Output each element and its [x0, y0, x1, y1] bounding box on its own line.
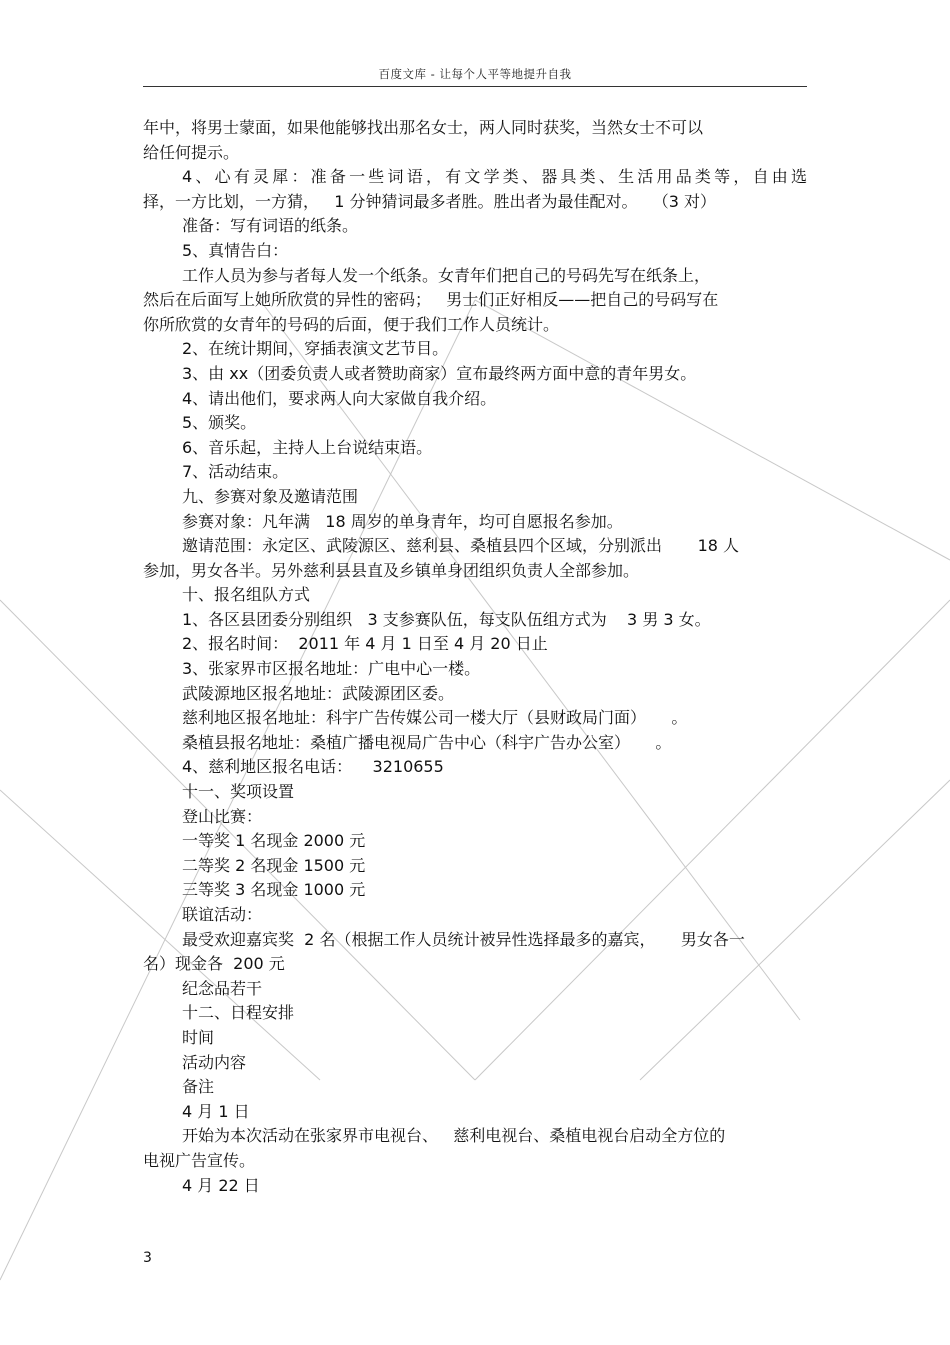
header-divider [143, 86, 807, 87]
text-line: 参加，男女各半。另外慈利县县直及乡镇单身团组织负责人全部参加。 [143, 560, 640, 580]
text-line: 工作人员为参与者每人发一个纸条。女青年们把自己的号码先写在纸条上， [182, 265, 711, 285]
text-line: 二等奖 2 名现金 1500 元 [182, 855, 366, 875]
text-line: 九、参赛对象及邀请范围 [182, 486, 359, 506]
text-line: 6、音乐起，主持人上台说结束语。 [182, 437, 433, 457]
text-line: 4、心有灵犀：准备一些词语，有文学类、器具类、生活用品类等，自由选 [182, 167, 807, 187]
document-body [143, 116, 807, 1198]
text-line: 三等奖 3 名现金 1000 元 [182, 880, 366, 900]
text-line: 一等奖 1 名现金 2000 元 [182, 831, 366, 851]
text-line: 然后在后面写上她所欣赏的异性的密码； 男士们正好相反——把自己的号码写在 [143, 290, 719, 310]
text-line: 十、报名组队方式 [182, 585, 311, 605]
text-line: 开始为本次活动在张家界市电视台、 慈利电视台、桑植电视台启动全方位的 [182, 1126, 726, 1146]
text-line: 择，一方比划，一方猜， 1 分钟猜词最多者胜。胜出者为最佳配对。 （3 对） [143, 191, 717, 211]
text-line: 参赛对象：凡年满 18 周岁的单身青年，均可自愿报名参加。 [182, 511, 623, 531]
text-line: 时间 [182, 1027, 215, 1047]
text-line: 电视广告宣传。 [143, 1150, 256, 1170]
text-line: 3、由 xx（团委负责人或者赞助商家）宣布最终两方面中意的青年男女。 [182, 363, 697, 383]
text-line: 桑植县报名地址：桑植广播电视局广告中心（科宇广告办公室） 。 [182, 732, 672, 752]
text-line: 你所欣赏的女青年的号码的后面，便于我们工作人员统计。 [143, 314, 560, 334]
text-line: 4、请出他们，要求两人向大家做自我介绍。 [182, 388, 497, 408]
text-line: 准备：写有词语的纸条。 [182, 216, 359, 236]
text-line: 4、慈利地区报名电话： 3210655 [182, 757, 444, 777]
text-line: 5、颁奖。 [182, 413, 257, 433]
text-line: 慈利地区报名地址：科宇广告传媒公司一楼大厅（县财政局门面） 。 [182, 708, 688, 728]
text-line: 4 月 22 日 [182, 1175, 260, 1195]
text-line: 纪念品若干 [182, 978, 263, 998]
text-line: 十一、奖项设置 [182, 782, 295, 802]
page-number: 3 [143, 1250, 152, 1266]
text-line: 7、活动结束。 [182, 462, 289, 482]
text-line: 最受欢迎嘉宾奖 2 名（根据工作人员统计被异性选择最多的嘉宾， 男女各一 [182, 929, 745, 949]
text-line: 3、张家界市区报名地址：广电中心一楼。 [182, 659, 481, 679]
text-line: 5、真情告白： [182, 240, 289, 260]
text-line: 2、报名时间： 2011 年 4 月 1 日至 4 月 20 日止 [182, 634, 548, 654]
text-line: 1、各区县团委分别组织 3 支参赛队伍，每支队伍组方式为 3 男 3 女。 [182, 609, 711, 629]
text-line: 给任何提示。 [143, 142, 240, 162]
text-line: 名）现金各 200 元 [143, 954, 285, 974]
text-line: 邀请范围：永定区、武陵源区、慈利县、桑植县四个区域，分别派出 18 人 [182, 536, 740, 556]
text-line: 4 月 1 日 [182, 1101, 250, 1121]
text-line: 备注 [182, 1077, 215, 1097]
text-line: 年中，将男士蒙面，如果他能够找出那名女士，两人同时获奖，当然女士不可以 [143, 118, 704, 137]
text-line: 登山比赛： [182, 806, 263, 826]
text-line: 武陵源地区报名地址：武陵源团区委。 [182, 683, 455, 703]
page-header: 百度文库 - 让每个人平等地提升自我 [378, 67, 572, 81]
text-line: 十二、日程安排 [182, 1003, 295, 1023]
text-line: 联谊活动： [182, 905, 263, 924]
text-line: 活动内容 [182, 1052, 247, 1072]
text-line: 2、在统计期间，穿插表演文艺节目。 [182, 339, 449, 359]
